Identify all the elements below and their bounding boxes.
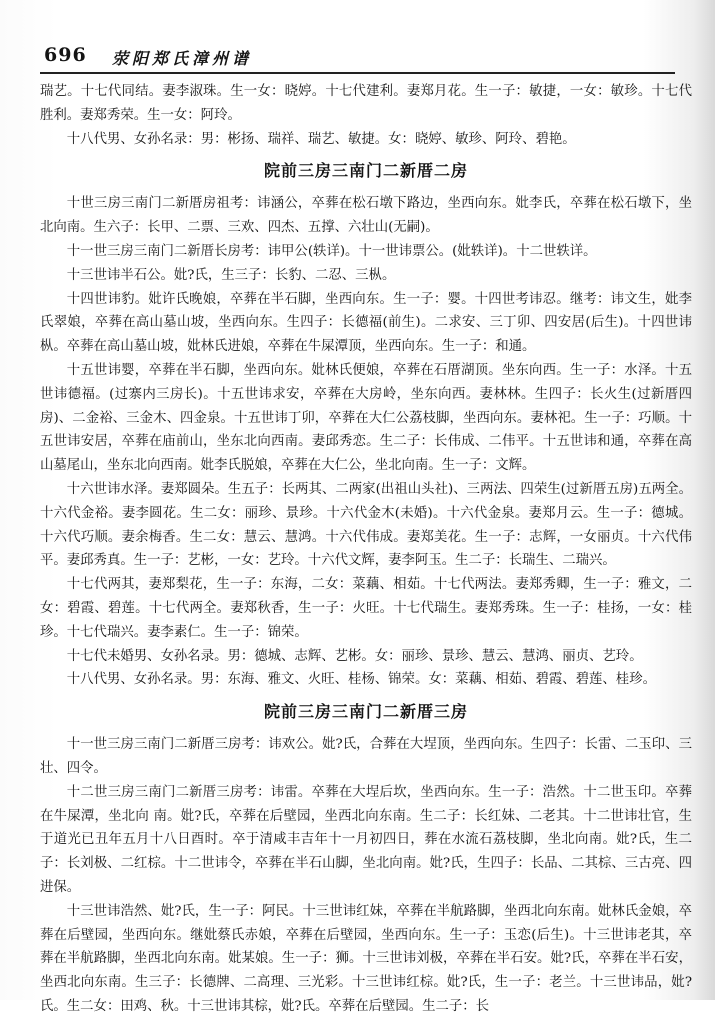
- page-body: [40, 80, 692, 1019]
- section-title: 院前三房三南门二新厝三房: [263, 702, 468, 722]
- paragraph: 十一世三房三南门二新厝三房考：讳欢公。妣?氏，合葬在大埕顶，坐西向东。生四子：长雷、二玉印、三壮、四令。: [40, 737, 692, 776]
- paragraph: 十七代未婚男、女孙名录。男：德城、志辉、艺彬。女：丽珍、景珍、慧云、慧鸿、丽贞、艺玲。: [66, 648, 643, 664]
- section-title: 院前三房三南门二新厝二房: [263, 161, 468, 181]
- paragraph: 瑞艺。十七代同结。妻李淑珠。生一女：晓婷。十七代建利。妻郑月花。生一子：敏捷，一女：敏珍。十七代胜利。妻郑秀荣。生一女：阿玲。: [40, 84, 692, 123]
- page-header: [40, 42, 675, 70]
- paragraph: 十五世讳婴，卒葬在半石脚，坐西向东。妣林氏便娘，卒葬在石厝湖顶。坐东向西。生一子：水泽。十五世讳德福。(过寨内三房长)。十五世讳求安，卒葬在大房岭，坐东向西。妻林林。生四子：长火生(过新厝四房)、二金裕、三金木、四金泉。十五世讳丁卯，卒葬在大仁公荔枝脚，坐西向东。妻林祀。生一子：巧顺。十五世讳安居，卒葬在庙前山，坐东北向西南。妻邱秀恋。生二子：长伟成、二伟平。十五世讳和通，卒葬在高山墓尾山，坐东北向西南。妣李氏脱娘，卒葬在大仁公，坐北向南。生一子：文辉。: [40, 362, 692, 474]
- paragraph: 十六世讳水泽。妻郑圆朵。生五子：长两其、二两家(出祖山头社)、三两法、四荣生(过新厝五房)五两全。十六代金裕。妻李圆花。生二女：丽珍、景珍。十六代金木(未婚)。十六代金泉。妻郑月云。生一子：德城。十六代巧顺。妻余梅香。生二女：慧云、慧鸿。十六代伟成。妻郑美花。生一子：志辉，一女丽贞。十六代伟平。妻邱秀真。生一子：艺彬，一女：艺玲。十六代文辉，妻李阿玉。生二子：长瑞生、二瑞兴。: [40, 481, 692, 569]
- paragraph: 十世三房三南门二新厝房祖考：讳涵公，卒葬在松石墩下路边，坐西向东。妣李氏，卒葬在松石墩下，坐北向南。生六子：长甲、二票、三欢、四杰、五撑、六壮山(无嗣)。: [40, 196, 692, 236]
- paragraph: 十四世讳豹。妣许氏晚娘，卒葬在半石脚，坐西向东。生一子：婴。十四世考讳忍。继考：讳文生，妣李氏翠娘，卒葬在高山墓山坡，坐西向东。生四子：长德福(前生)。二求安、三丁卯、四安居(后生)。十四世讳枞。卒葬在高山墓山坡，妣林氏进娘，卒葬在牛屎潭顶，坐西向东。生一子：和通。: [40, 291, 692, 355]
- book-title: 荥阳郑氏漳州谱: [112, 49, 253, 68]
- paragraph: 十一世三房三南门二新厝长房考：讳甲公(轶详)。十一世讳票公。(妣轶详)。十二世轶详。: [66, 243, 597, 259]
- header-rule: [40, 72, 675, 74]
- paragraph: 十八代男、女孙名录。男：东海、雅文、火旺、桂杨、锦荣。女：菜藕、相茹、碧霞、碧莲、桂珍。: [66, 672, 656, 688]
- paragraph: 十八代男、女孙名录：男：彬扬、瑞祥、瑞艺、敏捷。女：晓婷、敏珍、阿玲、碧艳。: [66, 131, 576, 147]
- paragraph: 十二世三房三南门二新厝三房考：讳雷。卒葬在大埕后坎，坐西向东。生一子：浩然。十二世玉印。卒葬在牛屎潭，坐北向 南。妣?氏，卒葬在后壁园，坐西北向东南。生二子：长红妹、二老其。十二世讳壮官，生于道光已丑年五月十八日酉时。卒于清咸丰吉年十一月初四日，葬在水流石荔枝脚，坐北向南。妣?氏，生二子：长刘极、二红棕。十二世讳令，卒葬在半石山脚，坐北向南。妣?氏，生四子：长品、二其棕、三古亮、四进保。: [40, 784, 692, 895]
- paragraph: 十三世讳半石公。妣?氏，生三子：长豹、二忍、三枞。: [66, 267, 396, 283]
- paragraph: 十七代两其，妻郑梨花，生一子：东海，二女：菜藕、相茹。十七代两法。妻郑秀卿，生一子：雅文，二女：碧霞、碧莲。十七代两全。妻郑秋香，生一子：火旺。十七代瑞生。妻郑秀珠。生一子：桂扬，一女：桂珍。十七代瑞兴。妻李素仁。生一子：锦荣。: [40, 577, 692, 640]
- page-number: 696: [44, 44, 87, 66]
- paragraph: 十三世讳浩然、妣?氏，生一子：阿民。十三世讳红妹，卒葬在半航路脚，坐西北向东南。妣林氏金娘，卒葬在后壁园，坐西向东。继妣蔡氏赤娘，卒葬在后壁园，坐西向东。生一子：玉恋(后生)。十三世讳老其，卒葬在半航路脚，坐西北向东南。妣某娘。生一子：狮。十三世讳刘极，卒葬在半石安。妣?氏，卒葬在半石安，坐西北向东南。生三子：长德牌、二高理、三光彩。十三世讳红棕。妣?氏，生一子：老兰。十三世讳品，妣?氏。生二女：田鸡、秋。十三世讳其棕，妣?氏。卒葬在后壁园。生二子：长: [40, 903, 692, 1014]
